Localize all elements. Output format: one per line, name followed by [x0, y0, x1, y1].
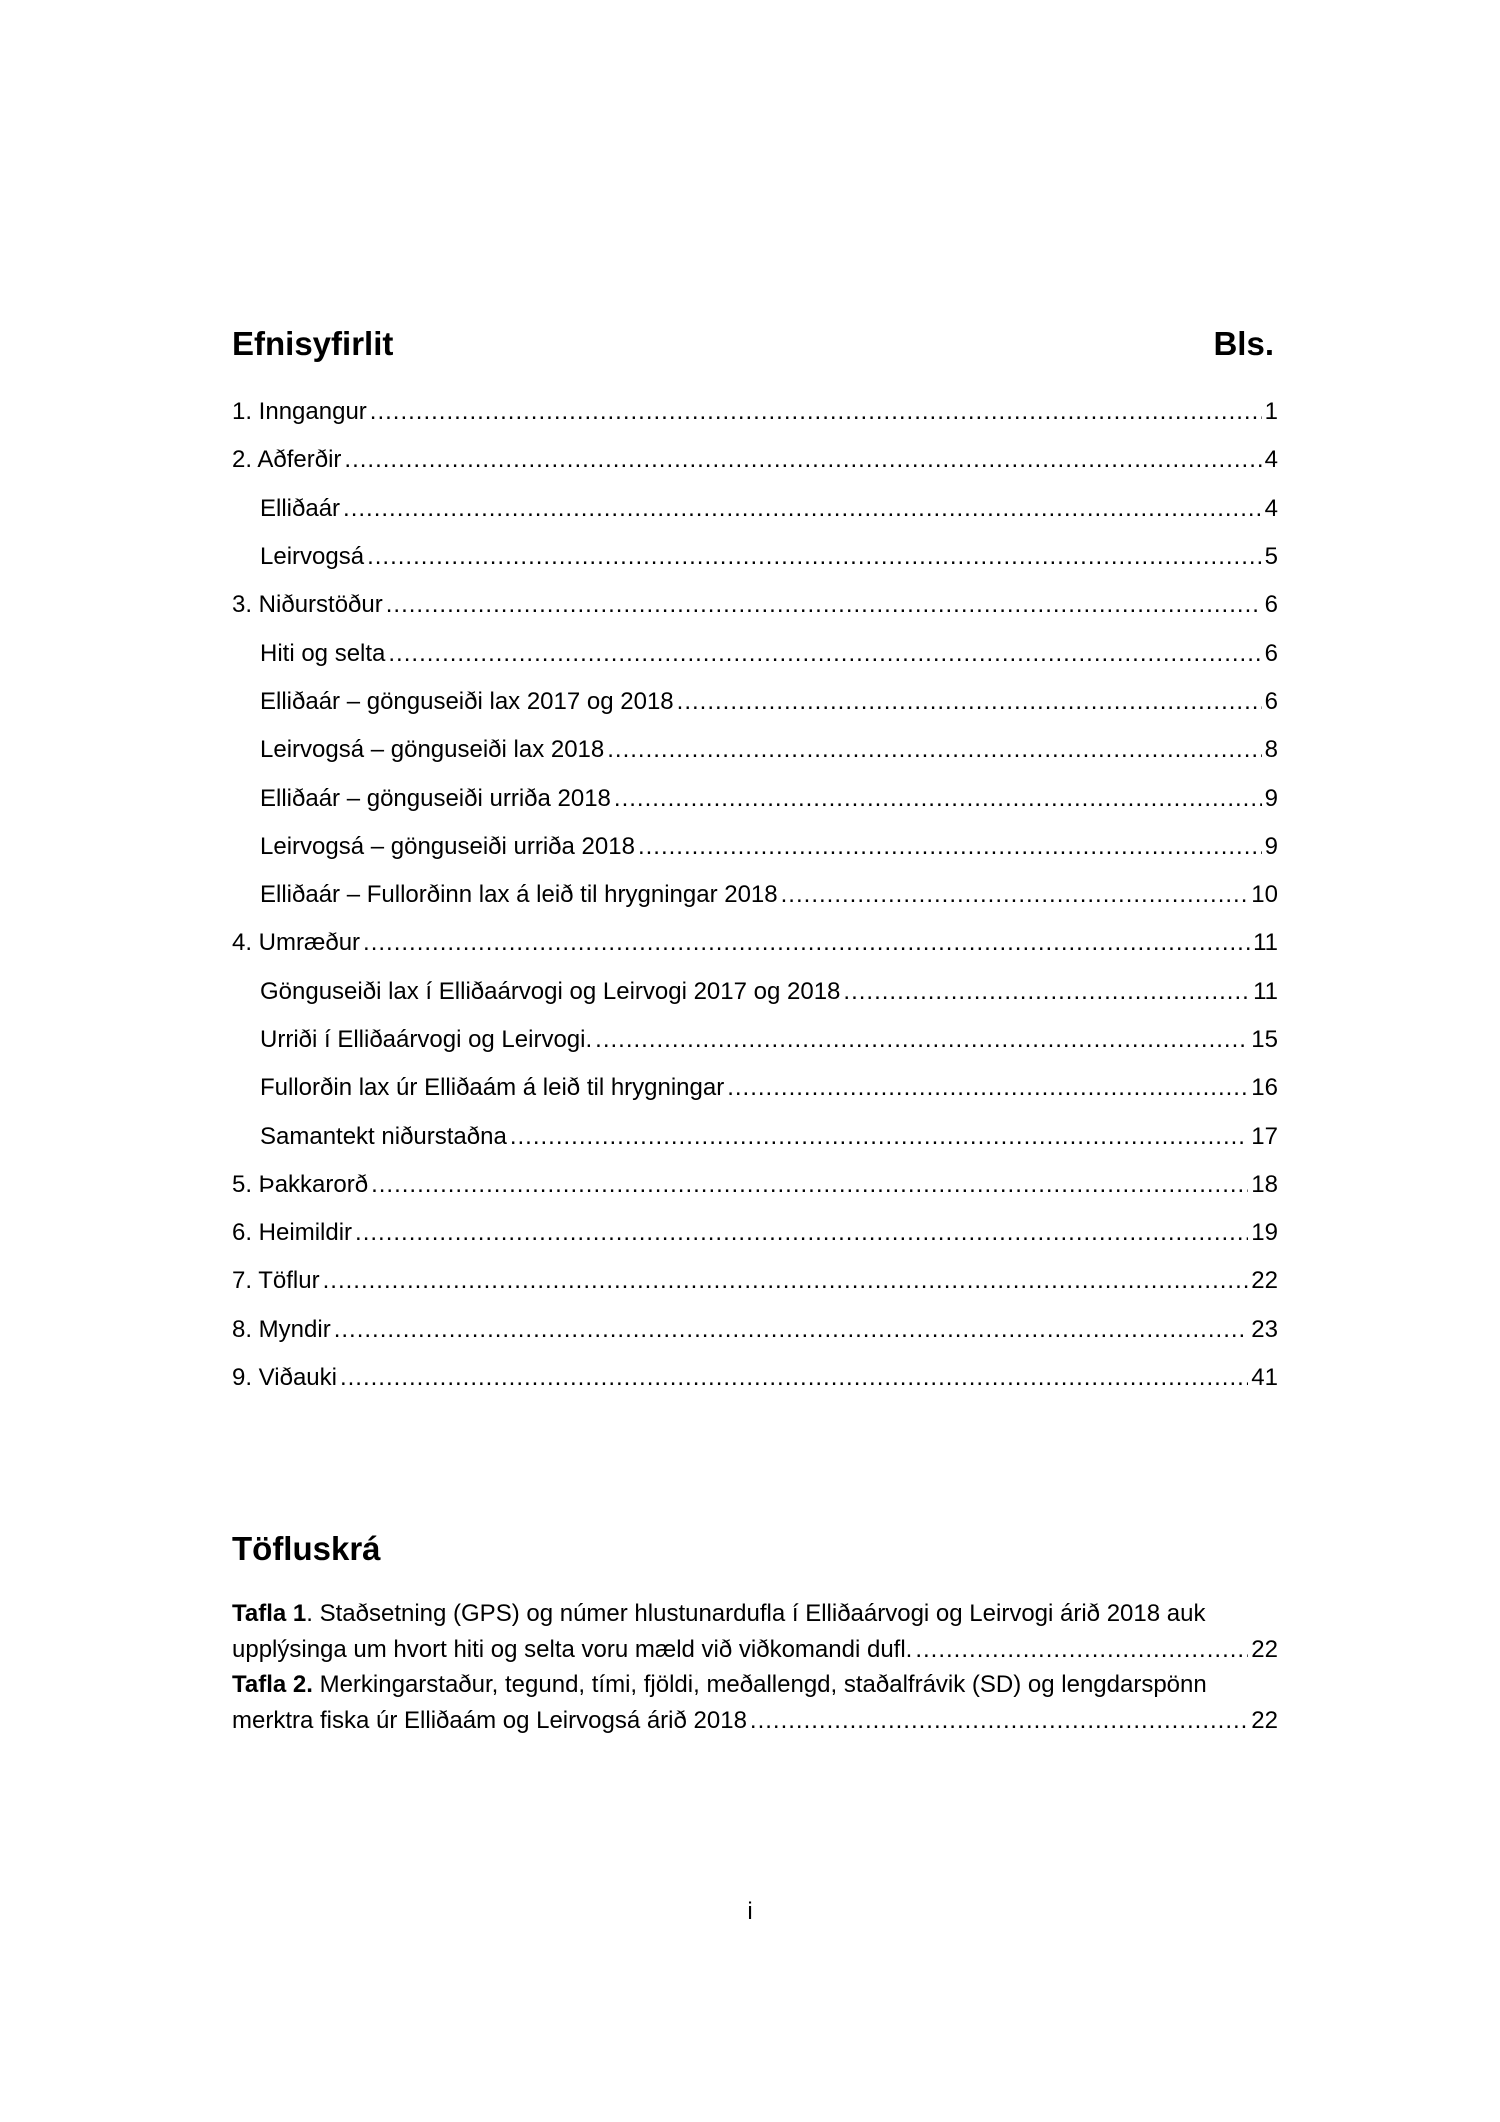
table-entry-page: 22: [1251, 1635, 1278, 1663]
dot-leader: [340, 1363, 1248, 1393]
toc-entry-page: 1: [1264, 398, 1278, 426]
toc-entry-page: 11: [1253, 929, 1278, 957]
table-entry-caption-line2: upplýsinga um hvort hiti og selta voru mæld við viðkomandi dufl.: [232, 1635, 913, 1663]
dot-leader: [344, 445, 1261, 475]
toc-entry[interactable]: [232, 968, 1278, 1016]
toc-entry-title: Elliðaár – gönguseiði urriða 2018: [260, 784, 611, 812]
toc-entry-page: 6: [1264, 591, 1278, 619]
toc-entry-title: Leirvogsá – gönguseiði lax 2018: [260, 736, 605, 764]
table-entry-label: Tafla 2.: [232, 1671, 313, 1698]
toc-entry[interactable]: [232, 485, 1278, 533]
toc-entry-page: 4: [1264, 446, 1278, 474]
toc-entry[interactable]: [232, 436, 1278, 484]
dot-leader: [915, 1632, 1248, 1668]
dot-leader: [638, 832, 1262, 862]
toc-entry-title: 4. Umræður: [232, 929, 361, 957]
dot-leader: [388, 639, 1261, 669]
toc-entry-page: 17: [1251, 1122, 1278, 1150]
toc-entry[interactable]: [232, 726, 1278, 774]
table-entry[interactable]: [232, 1596, 1278, 1667]
toc-entry-title: Elliðaár – gönguseiði lax 2017 og 2018: [260, 687, 674, 715]
toc-entry-title: 5. Þakkarorð: [232, 1170, 369, 1198]
dot-leader: [843, 977, 1250, 1007]
toc-entry-page: 15: [1251, 1026, 1278, 1053]
toc-entry[interactable]: [232, 388, 1278, 436]
dot-leader: [727, 1073, 1248, 1103]
toc-entry-title: 7. Töflur: [232, 1267, 320, 1295]
toc-entry[interactable]: [232, 1016, 1278, 1064]
toc-entry[interactable]: [232, 678, 1278, 726]
toc-entry-title: Gönguseiði lax í Elliðaárvogi og Leirvogi 2017 og 2018: [260, 977, 841, 1005]
toc-entry[interactable]: [232, 774, 1278, 822]
toc-entry[interactable]: [232, 1306, 1278, 1354]
table-entry-caption-line2: merktra fiska úr Elliðaám og Leirvogsá árið 2018: [232, 1706, 747, 1734]
dot-leader: [595, 1025, 1248, 1055]
toc-entry-page: 19: [1251, 1219, 1278, 1247]
toc-entry-title: 6. Heimildir: [232, 1219, 353, 1247]
toc-entry-page: 4: [1264, 494, 1278, 522]
toc-entry[interactable]: [232, 581, 1278, 629]
toc-entry-page: 41: [1251, 1364, 1278, 1392]
toc-entry-title: Hiti og selta: [260, 639, 386, 667]
toc-entry[interactable]: [232, 919, 1278, 967]
toc-entry-title: Fullorðin lax úr Elliðaám á leið til hrygningar: [260, 1074, 725, 1102]
toc-entry-page: 8: [1264, 736, 1278, 764]
toc-entry[interactable]: [232, 1064, 1278, 1112]
dot-leader: [781, 880, 1249, 910]
table-entry-caption-line1: Staðsetning (GPS) og númer hlustunardufla í Elliðaárvogi og Leirvogi árið 2018 auk: [319, 1600, 1206, 1627]
toc-entry-page: 23: [1251, 1315, 1278, 1343]
toc-entry[interactable]: [232, 1354, 1278, 1402]
table-entry-page: 22: [1251, 1706, 1278, 1734]
table-entry-label-suffix: .: [306, 1600, 313, 1627]
toc-heading: Efnisyfirlit: [232, 325, 394, 362]
dot-leader: [510, 1122, 1248, 1152]
toc-entry-title: 3. Niðurstöður: [232, 591, 383, 619]
toc-list: [232, 388, 1278, 1402]
toc-entry[interactable]: [232, 533, 1278, 581]
toc-entry[interactable]: [232, 1257, 1278, 1305]
toc-entry-page: 18: [1251, 1170, 1278, 1198]
toc-entry[interactable]: [232, 871, 1278, 919]
toc-entry-page: 6: [1264, 639, 1278, 667]
toc-entry-title: Elliðaár: [260, 494, 341, 522]
toc-entry-page: 6: [1264, 687, 1278, 715]
dot-leader: [343, 494, 1262, 524]
toc-entry-title: Leirvogsá: [260, 543, 365, 571]
table-entry-caption-line1: Merkingarstaður, tegund, tími, fjöldi, meðallengd, staðalfrávik (SD) og lengdarspönn: [319, 1671, 1207, 1698]
toc-entry-page: 11: [1253, 977, 1278, 1005]
toc-entry-page: 9: [1264, 784, 1278, 812]
toc-entry[interactable]: [232, 1209, 1278, 1257]
toc-entry-page: 16: [1251, 1074, 1278, 1102]
dot-leader: [363, 928, 1250, 958]
toc-entry-page: 5: [1264, 543, 1278, 571]
dot-leader: [323, 1266, 1249, 1296]
toc-entry-title: 1. Inngangur: [232, 398, 367, 426]
dot-leader: [677, 687, 1262, 717]
toc-entry-title: 2. Aðferðir: [232, 446, 342, 474]
page-number: i: [747, 1898, 753, 1925]
toc-entry-title: Urriði í Elliðaárvogi og Leirvogi.: [260, 1026, 593, 1053]
toc-entry-page: 9: [1264, 832, 1278, 860]
dot-leader: [334, 1315, 1249, 1345]
toc-entry[interactable]: [232, 1161, 1278, 1209]
toc-entry[interactable]: [232, 1112, 1278, 1160]
toc-entry[interactable]: [232, 629, 1278, 677]
dot-leader: [614, 784, 1262, 814]
toc-entry-title: Leirvogsá – gönguseiði urriða 2018: [260, 832, 635, 860]
toc-entry-title: Elliðaár – Fullorðinn lax á leið til hrygningar 2018: [260, 881, 778, 909]
toc-page-column-label: Bls.: [1213, 325, 1274, 362]
toc-entry-title: 8. Myndir: [232, 1315, 331, 1343]
dot-leader: [367, 542, 1262, 572]
toc-entry[interactable]: [232, 823, 1278, 871]
toc-entry-title: Samantekt niðurstaðna: [260, 1122, 507, 1150]
dot-leader: [371, 1170, 1248, 1200]
toc-entry-page: 22: [1251, 1267, 1278, 1295]
table-entry-label: Tafla 1: [232, 1600, 307, 1627]
tables-heading: Töfluskrá: [232, 1530, 381, 1567]
dot-leader: [607, 735, 1261, 765]
table-entry[interactable]: [232, 1667, 1278, 1738]
table-list: [232, 1596, 1278, 1738]
toc-entry-title: 9. Viðauki: [232, 1364, 337, 1392]
dot-leader: [750, 1703, 1248, 1739]
dot-leader: [355, 1218, 1248, 1248]
toc-heading-row: [232, 325, 1274, 373]
toc-entry-page: 10: [1251, 881, 1278, 909]
dot-leader: [370, 397, 1262, 427]
dot-leader: [386, 590, 1262, 620]
